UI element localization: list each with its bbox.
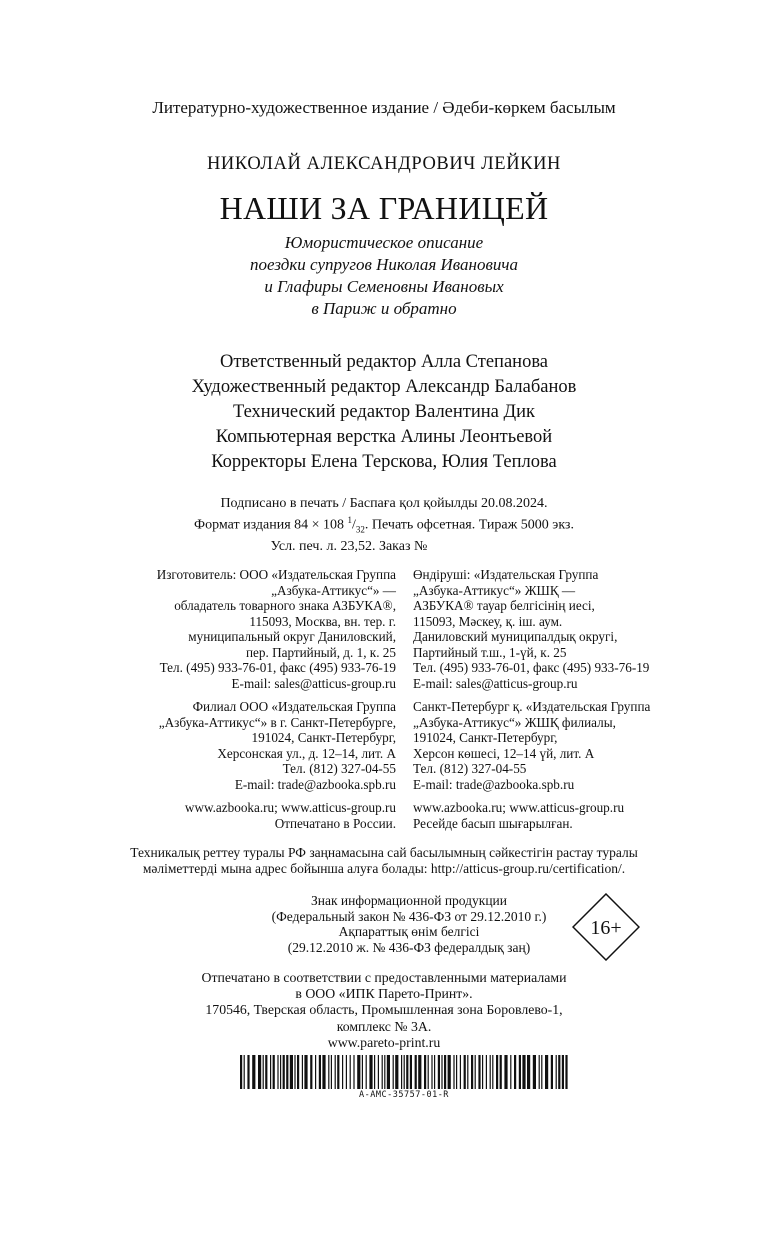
barcode-bar: [294, 1055, 295, 1089]
barcode-bar: [335, 1055, 336, 1089]
printer-line: комплекс № 3А.: [336, 1018, 432, 1034]
printer-info: [0, 970, 768, 1051]
manufacturer-line: Даниловский муниципалдық округі,: [413, 629, 618, 644]
barcode-bar: [395, 1055, 398, 1089]
barcode-bar: [393, 1055, 394, 1089]
barcode-bar: [504, 1055, 507, 1089]
branch-line: 191024, Санкт-Петербург,: [251, 730, 396, 745]
manufacturer-line: Тел. (495) 933-76-01, факс (495) 933-76-19: [413, 660, 650, 675]
barcode-bar: [424, 1055, 426, 1089]
tech-regulation-line: мәліметтерді мына адрес бойынша алуға болады: http://atticus-group.ru/certification/.: [142, 861, 626, 876]
barcode-bar: [404, 1055, 405, 1089]
barcode-bar: [353, 1055, 354, 1089]
barcode-bar: [467, 1055, 468, 1089]
barcode-bar: [486, 1055, 487, 1089]
barcode-bar: [319, 1055, 321, 1089]
barcode-bar: [565, 1055, 567, 1089]
barcode-bar: [342, 1055, 343, 1089]
manufacturer-line: АЗБУКА® тауар белгісінің иесі,: [413, 598, 595, 613]
barcode-bar: [539, 1055, 540, 1089]
barcode-bar: [500, 1055, 502, 1089]
barcode-bar: [453, 1055, 454, 1089]
barcode-bar: [280, 1055, 281, 1089]
manufacturer-line: „Азбука-Аттикус“» —: [271, 582, 396, 598]
publisher-info-kazakh: [413, 567, 703, 831]
barcode-bar: [418, 1055, 421, 1089]
barcode-bar: [290, 1055, 293, 1089]
barcode-bar: [448, 1055, 451, 1089]
branch-line: 191024, Санкт-Петербург,: [413, 730, 558, 745]
barcode-bar: [322, 1055, 325, 1089]
barcode-code: A-AMC-35757-01-R: [359, 1090, 449, 1100]
branch-line: Херсонская ул., д. 12–14, лит. А: [217, 745, 396, 761]
printer-line: 170546, Тверская область, Промышленная зона Боровлево-1,: [205, 1002, 563, 1018]
barcode-bar: [431, 1055, 432, 1089]
barcode-bar: [510, 1055, 511, 1089]
credit-line: Технический редактор Валентина Дик: [232, 402, 536, 422]
barcode-bar: [482, 1055, 483, 1089]
credit-line: Художественный редактор Александр Балабанов: [191, 377, 577, 397]
barcode-bar: [522, 1055, 525, 1089]
barcode-bar: [286, 1055, 288, 1089]
print-info: [0, 495, 768, 555]
barcode-bar: [240, 1055, 242, 1089]
barcode-bar: [277, 1055, 278, 1089]
barcode-bar: [328, 1055, 329, 1089]
barcode-bar: [471, 1055, 473, 1089]
barcode-bar: [492, 1055, 493, 1089]
barcode-bar: [315, 1055, 316, 1089]
barcode-bar: [456, 1055, 457, 1089]
barcode-bar: [406, 1055, 408, 1089]
branch-line: Тел. (812) 327-04-55: [282, 761, 396, 776]
format-numerator: 1: [347, 515, 353, 525]
manufacturer-line: E-mail: sales@atticus-group.ru: [231, 675, 396, 691]
barcode-bar: [382, 1055, 383, 1089]
barcode-bar: [460, 1055, 461, 1089]
barcode-bar: [527, 1055, 530, 1089]
barcode-bar: [556, 1055, 557, 1089]
manufacturer-line: Өндіруші: «Издательская Группа: [413, 567, 599, 582]
age-rating-badge: [572, 893, 640, 961]
web-line: Отпечатано в России.: [274, 815, 396, 831]
barcode-bar: [297, 1055, 299, 1089]
barcode-bar: [247, 1055, 249, 1089]
sheets-line: [0, 538, 768, 555]
barcode-bar: [444, 1055, 446, 1089]
branch-line: Тел. (812) 327-04-55: [413, 761, 527, 776]
branch-line: Херсон көшесі, 12–14 үй, лит. А: [413, 745, 595, 761]
manufacturer-line: пер. Партийный, д. 1, к. 25: [245, 644, 396, 660]
credit-line: Компьютерная верстка Алины Леонтьевой: [215, 427, 553, 447]
tech-regulation-note: [0, 845, 768, 877]
barcode-bar: [410, 1055, 412, 1089]
barcode-bar: [252, 1055, 255, 1089]
barcode-bar: [438, 1055, 440, 1089]
barcode-bar: [270, 1055, 271, 1089]
subtitle-line: поездки супругов Николая Ивановича: [250, 255, 518, 274]
web-line: www.azbooka.ru; www.atticus-group.ru: [413, 800, 625, 815]
barcode-bar: [258, 1055, 261, 1089]
barcode-bar: [304, 1055, 307, 1089]
credits-block: [0, 350, 768, 475]
subtitle-line: Юмористическое описание: [284, 233, 484, 252]
barcode-bar: [441, 1055, 442, 1089]
barcode-bar: [464, 1055, 466, 1089]
branch-line: Филиал ООО «Издательская Группа: [192, 699, 396, 714]
manufacturer-line: Тел. (495) 933-76-01, факс (495) 933-76-19: [159, 660, 396, 675]
branch-line: Санкт-Петербург қ. «Издательская Группа: [413, 699, 651, 714]
barcode-bar: [346, 1055, 347, 1089]
age-rating-label: 16+: [590, 917, 622, 939]
barcode-bar: [378, 1055, 379, 1089]
barcode-bar: [265, 1055, 267, 1089]
barcode-bar: [387, 1055, 390, 1089]
barcode-bar: [273, 1055, 275, 1089]
barcode-bar: [357, 1055, 360, 1089]
format-line: Формат издания 84 × 108 $^1/_{32}$. Печать офсетная. Тираж 5000 экз.: [194, 515, 574, 535]
barcode-bar: [562, 1055, 564, 1089]
info-sign-line: Знак информационной продукции: [310, 893, 508, 908]
branch-line: „Азбука-Аттикус“» ЖШҚ филиалы,: [413, 714, 616, 730]
barcode-bar: [514, 1055, 516, 1089]
info-product-sign: [244, 893, 574, 955]
printer-line: www.pareto-print.ru: [327, 1034, 441, 1050]
barcode-bar: [244, 1055, 245, 1089]
barcode-bar: [475, 1055, 476, 1089]
credit-line: Ответственный редактор Алла Степанова: [219, 352, 549, 372]
credit-line: Корректоры Елена Терскова, Юлия Теплова: [211, 452, 557, 472]
branch-line: „Азбука-Аттикус“» в г. Санкт-Петербурге,: [158, 714, 396, 730]
barcode-bar: [541, 1055, 542, 1089]
manufacturer-line: обладатель товарного знака АЗБУКА®,: [174, 598, 396, 613]
manufacturer-line: „Азбука-Аттикус“» ЖШҚ —: [413, 582, 576, 598]
barcode-bar: [369, 1055, 372, 1089]
format-denominator: 32: [355, 524, 365, 535]
info-sign-line: (Федеральный закон № 436-ФЗ от 29.12.2010 г.): [271, 908, 547, 924]
manufacturer-line: E-mail: sales@atticus-group.ru: [413, 675, 578, 691]
book-author: НИКОЛАЙ АЛЕКСАНДРОВИЧ ЛЕЙКИН: [206, 154, 562, 174]
manufacturer-line: Изготовитель: ООО «Издательская Группа: [156, 567, 396, 582]
tech-regulation-line: Техникалық реттеу туралы РФ заңнамасына сай басылымның сәйкестігін растау туралы: [130, 845, 638, 860]
barcode: [240, 1055, 568, 1089]
barcode-bar: [434, 1055, 435, 1089]
barcode-bar: [415, 1055, 417, 1089]
manufacturer-line: 115093, Москва, вн. тер. г.: [249, 613, 396, 629]
barcode-bar: [331, 1055, 332, 1089]
barcode-bar: [490, 1055, 491, 1089]
printer-line: Отпечатано в соответствии с предоставленными материалами: [201, 970, 567, 985]
publisher-info-russian: [110, 567, 396, 831]
barcode-bar: [401, 1055, 402, 1089]
branch-line: E-mail: trade@azbooka.spb.ru: [234, 776, 396, 792]
manufacturer-line: 115093, Мәскеу, қ. іш. аум.: [413, 613, 563, 629]
barcode-bar: [366, 1055, 367, 1089]
web-line: www.azbooka.ru; www.atticus-group.ru: [184, 800, 396, 815]
manufacturer-line: Партийный т.ш., 1-үй, к. 25: [413, 644, 567, 660]
barcode-bar: [350, 1055, 351, 1089]
barcode-bar: [362, 1055, 363, 1089]
barcode-bar: [545, 1055, 548, 1089]
barcode-bar: [558, 1055, 560, 1089]
barcode-bar: [496, 1055, 498, 1089]
subtitle-line: в Париж и обратно: [311, 299, 457, 318]
barcode-bar: [384, 1055, 385, 1089]
barcode-bar: [428, 1055, 429, 1089]
book-title: НАШИ ЗА ГРАНИЦЕЙ: [219, 190, 549, 226]
barcode-bar: [302, 1055, 303, 1089]
book-subtitle: [0, 232, 768, 320]
barcode-bar: [478, 1055, 480, 1089]
barcode-bar: [519, 1055, 521, 1089]
format-prefix: Формат издания 84 × 108: [194, 517, 345, 533]
web-line: Ресейде басып шығарылған.: [413, 815, 573, 831]
barcode-bar: [551, 1055, 553, 1089]
barcode-bar: [533, 1055, 536, 1089]
series-label: Литературно-художественное издание / Әдеби-көркем басылым: [152, 98, 616, 117]
barcode-bar: [374, 1055, 375, 1089]
barcode-bar: [310, 1055, 312, 1089]
info-sign-line: Ақпараттық өнім белгісі: [338, 924, 480, 939]
manufacturer-line: муниципальный округ Даниловский,: [188, 629, 396, 644]
signed-line: Подписано в печать / Баспаға қол қойылды 20.08.2024.: [220, 496, 548, 511]
barcode-bar: [283, 1055, 285, 1089]
format-suffix: . Печать офсетная. Тираж 5000 экз.: [364, 517, 574, 533]
sheets-text: Усл. печ. л. 23,52. Заказ №: [270, 539, 428, 555]
barcode-bar: [337, 1055, 339, 1089]
barcode-bar: [263, 1055, 264, 1089]
branch-line: E-mail: trade@azbooka.spb.ru: [413, 776, 575, 792]
info-sign-line: (29.12.2010 ж. № 436-ФЗ федералдық заң): [287, 939, 531, 955]
printer-line: в ООО «ИПК Парето-Принт».: [295, 986, 473, 1002]
subtitle-line: и Глафиры Семеновны Ивановых: [264, 277, 504, 296]
